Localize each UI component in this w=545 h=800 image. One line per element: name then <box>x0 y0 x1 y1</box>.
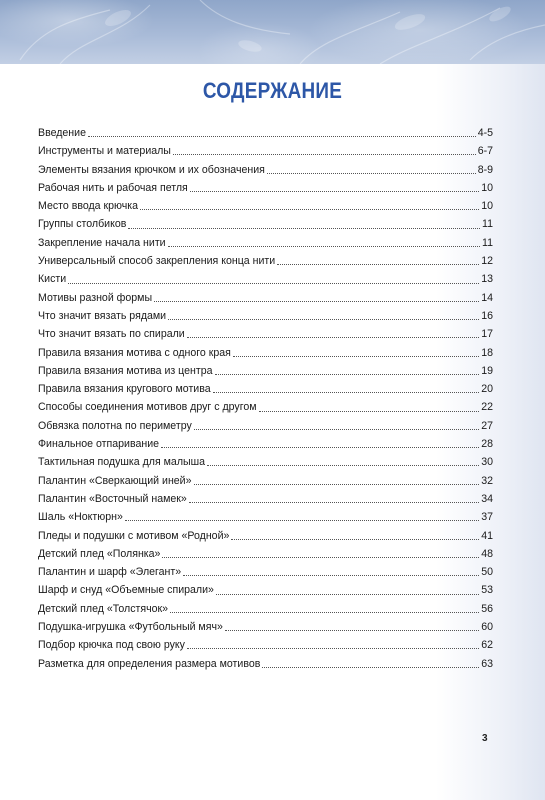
dot-leader <box>168 235 480 247</box>
toc-row[interactable] <box>38 252 493 270</box>
toc-page: 32 <box>481 474 493 487</box>
dot-leader <box>213 381 480 393</box>
toc-page: 20 <box>481 383 493 396</box>
toc-page: 12 <box>481 255 493 268</box>
toc-page: 18 <box>481 346 493 359</box>
dot-leader <box>128 217 480 229</box>
toc-row[interactable] <box>38 417 493 435</box>
toc-row[interactable] <box>38 142 493 160</box>
dot-leader <box>161 436 479 448</box>
toc-page: 30 <box>481 456 493 469</box>
dot-leader <box>194 418 479 430</box>
toc-page: 27 <box>481 419 493 432</box>
toc-label: Подушка-игрушка «Футбольный мяч» <box>38 621 223 634</box>
dot-leader <box>170 601 479 613</box>
toc-label: Шаль «Ноктюрн» <box>38 511 123 524</box>
toc-row[interactable] <box>38 362 493 380</box>
toc-label: Обвязка полотна по периметру <box>38 419 192 432</box>
toc-page: 11 <box>482 218 493 231</box>
toc-page: 10 <box>481 200 493 213</box>
toc-label: Правила вязания кругового мотива <box>38 383 211 396</box>
dot-leader <box>187 326 479 338</box>
toc-row[interactable] <box>38 545 493 563</box>
toc-row[interactable] <box>38 398 493 416</box>
toc-label: Детский плед «Полянка» <box>38 547 161 560</box>
toc-label: Что значит вязать рядами <box>38 309 167 322</box>
toc-label: Палантин «Сверкающий иней» <box>38 474 192 487</box>
dot-leader <box>262 656 479 668</box>
toc-row[interactable] <box>38 636 493 654</box>
toc-label: Тактильная подушка для малыша <box>38 456 206 469</box>
toc-label: Палантин «Восточный намек» <box>38 492 187 505</box>
toc-row[interactable] <box>38 289 493 307</box>
toc-row[interactable] <box>38 197 493 215</box>
toc-row[interactable] <box>38 453 493 471</box>
dot-leader <box>162 546 479 558</box>
dot-leader <box>259 400 480 412</box>
toc-row[interactable] <box>38 490 493 508</box>
toc-page: 4-5 <box>477 127 493 139</box>
toc-page: 63 <box>481 657 493 670</box>
toc-label: Кисти <box>38 273 67 286</box>
toc-row[interactable] <box>38 508 493 526</box>
toc-page: 41 <box>481 529 493 542</box>
dot-leader <box>225 619 479 631</box>
toc-row[interactable] <box>38 124 493 142</box>
toc-row[interactable] <box>38 344 493 362</box>
toc-page: 50 <box>481 566 493 579</box>
toc-page: 28 <box>481 438 493 451</box>
toc-label: Палантин и шарф «Элегант» <box>38 566 182 579</box>
dot-leader <box>187 637 479 649</box>
toc-row[interactable] <box>38 234 493 252</box>
toc-page: 19 <box>481 364 493 377</box>
toc-label: Финальное отпаривание <box>38 438 160 451</box>
toc-page: 10 <box>481 181 493 194</box>
toc-page: 37 <box>481 511 493 524</box>
dot-leader <box>140 198 479 210</box>
toc-page: 53 <box>481 584 493 597</box>
dot-leader <box>168 308 479 320</box>
toc-label: Что значит вязать по спирали <box>38 328 185 341</box>
toc-label: Правила вязания мотива с одного края <box>38 346 231 359</box>
toc-row[interactable] <box>38 472 493 490</box>
dot-leader <box>216 583 479 595</box>
toc-row[interactable] <box>38 380 493 398</box>
toc-page: 8-9 <box>477 163 493 176</box>
toc-page: 6-7 <box>477 145 493 158</box>
dot-leader <box>207 454 479 466</box>
toc-page: 56 <box>481 602 493 615</box>
toc-page: 62 <box>481 639 493 652</box>
toc-label: Закрепление начала нити <box>38 236 166 249</box>
dot-leader <box>125 509 479 521</box>
toc-label: Подбор крючка под свою руку <box>38 639 185 652</box>
toc-page: 16 <box>481 309 493 322</box>
toc-label: Пледы и подушки с мотивом «Родной» <box>38 529 230 542</box>
toc-label: Мотивы разной формы <box>38 291 153 304</box>
toc-label: Способы соединения мотивов друг с другом <box>38 401 257 414</box>
dot-leader <box>154 290 479 302</box>
toc-row[interactable] <box>38 581 493 599</box>
toc-row[interactable] <box>38 563 493 581</box>
toc-page: 48 <box>481 547 493 560</box>
dot-leader <box>189 491 479 503</box>
page-title: СОДЕРЖАНИЕ <box>202 78 343 103</box>
dot-leader <box>194 473 480 485</box>
dot-leader <box>215 363 480 375</box>
toc-row[interactable] <box>38 179 493 197</box>
dot-leader <box>231 528 479 540</box>
toc-page: 22 <box>481 401 493 414</box>
toc-label: Правила вязания мотива из центра <box>38 364 213 377</box>
toc-row[interactable] <box>38 655 493 673</box>
dot-leader <box>68 272 479 284</box>
toc-label: Элементы вязания крючком и их обозначения <box>38 163 265 176</box>
toc-label: Рабочая нить и рабочая петля <box>38 181 188 194</box>
toc-row[interactable] <box>38 435 493 453</box>
toc-page: 60 <box>481 621 493 634</box>
page-number: 3 <box>482 733 488 744</box>
dot-leader <box>88 125 476 137</box>
toc-row[interactable] <box>38 270 493 288</box>
dot-leader <box>267 162 476 174</box>
toc-row[interactable] <box>38 600 493 618</box>
toc-row[interactable] <box>38 325 493 343</box>
toc-page: 17 <box>481 328 493 341</box>
toc-page: 13 <box>481 273 493 286</box>
toc-label: Группы столбиков <box>38 218 127 231</box>
toc-label: Шарф и снуд «Объемные спирали» <box>38 584 214 597</box>
header-banner <box>0 0 545 64</box>
table-of-contents <box>38 124 493 673</box>
dot-leader <box>233 345 479 357</box>
dot-leader <box>173 143 476 155</box>
toc-row[interactable] <box>38 161 493 179</box>
toc-row[interactable] <box>38 618 493 636</box>
toc-label: Детский плед «Толстячок» <box>38 602 169 615</box>
toc-label: Место ввода крючка <box>38 200 139 213</box>
toc-page: 34 <box>481 492 493 505</box>
toc-row[interactable] <box>38 215 493 233</box>
dot-leader <box>190 180 479 192</box>
toc-row[interactable] <box>38 527 493 545</box>
dot-leader <box>183 564 479 576</box>
toc-label: Разметка для определения размера мотивов <box>38 657 261 670</box>
toc-label: Универсальный способ закрепления конца нити <box>38 255 276 268</box>
dot-leader <box>277 253 479 265</box>
toc-label: Введение <box>38 127 86 139</box>
toc-row[interactable] <box>38 307 493 325</box>
toc-label: Инструменты и материалы <box>38 145 171 158</box>
floral-pattern-icon <box>0 0 545 64</box>
toc-page: 11 <box>482 236 493 249</box>
toc-page: 14 <box>481 291 493 304</box>
